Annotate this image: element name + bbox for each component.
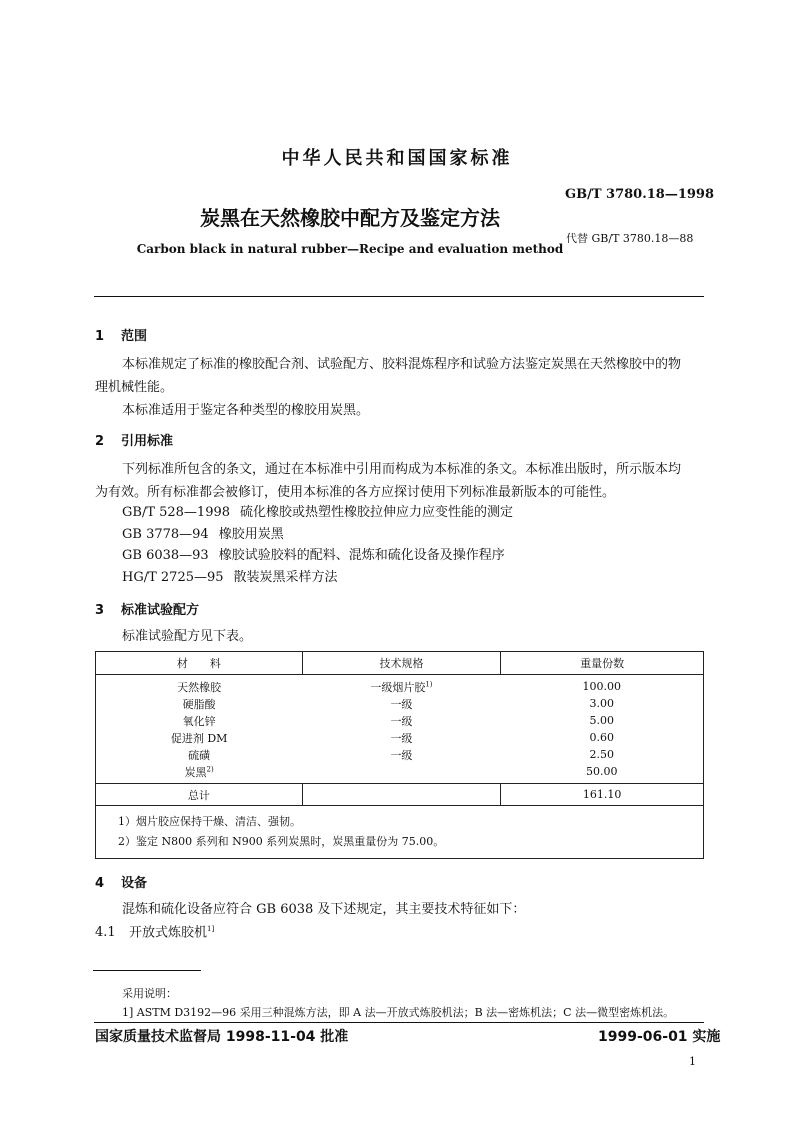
approval-line: 国家质量技术监督局 1998-11-04 批准: [95, 1029, 349, 1045]
page-number: 1: [689, 1055, 696, 1068]
section-title: 标准试验配方: [121, 603, 200, 618]
reference-title: 硫化橡胶或热塑性橡胶拉伸应力应变性能的测定: [240, 505, 514, 520]
section-4-para: 混炼和硫化设备应符合 GB 6038 及下述规定，其主要技术特征如下：: [122, 902, 526, 917]
spec-cell: 一级: [390, 731, 413, 745]
column-header-material: 材 料: [96, 652, 303, 675]
section-title: 设备: [121, 876, 148, 891]
material-cell: 天然橡胶: [177, 680, 222, 694]
reference-item: [122, 525, 284, 545]
spec-cell: [302, 678, 500, 695]
reference-title: 橡胶试验胶料的配料、混炼和硫化设备及操作程序: [218, 548, 505, 563]
total-row: [96, 784, 704, 806]
table-row: [96, 746, 703, 763]
reference-code: GB/T 528—1998: [122, 505, 231, 520]
reference-item: [122, 503, 513, 523]
document-title-english: Carbon black in natural rubber—Recipe and evaluation method: [136, 242, 564, 256]
parts-cell: 50.00: [586, 765, 618, 778]
total-label: 总计: [96, 784, 303, 806]
spec-cell: 一级: [390, 714, 413, 728]
total-value: 161.10: [501, 784, 704, 806]
spec-cell: 一级: [390, 697, 413, 711]
table-row: [96, 695, 703, 712]
reference-code: GB 3778—94: [122, 527, 209, 542]
section-1-heading: [95, 325, 147, 344]
material-cell: 促进剂 DM: [170, 731, 228, 745]
table-row: [96, 729, 703, 746]
reference-item: [122, 546, 505, 566]
standard-category-title: 中华人民共和国国家标准: [281, 148, 513, 169]
implementation-date: 1999-06-01 实施: [598, 1029, 721, 1045]
header-divider: [94, 296, 704, 297]
table-note: 1）烟片胶应保持干燥、清洁、强韧。: [118, 815, 301, 828]
replaces-standard: 代替 GB/T 3780.18—88: [566, 232, 694, 245]
subsection-title: 开放式炼胶机: [129, 925, 208, 941]
parts-cell: 2.50: [589, 748, 615, 761]
section-number: 1: [95, 329, 105, 344]
parts-cell: 3.00: [589, 697, 615, 710]
table-row: [96, 712, 703, 729]
subsection-number: 4.1: [95, 925, 116, 941]
footnote-marker: 1): [425, 679, 433, 688]
section-title: 引用标准: [121, 434, 174, 449]
table-note: 2）鉴定 N800 系列和 N900 系列炭黑时，炭黑重量份为 75.00。: [118, 835, 445, 848]
parts-cell: 100.00: [582, 680, 622, 693]
section-1-para-line-1: 本标准规定了标准的橡胶配合剂、试验配方、胶料混炼程序和试验方法鉴定炭黑在天然橡胶中的物: [122, 357, 682, 372]
table-row: [96, 678, 703, 695]
column-header-spec: 技术规格: [302, 652, 501, 675]
section-title: 范围: [121, 329, 148, 344]
parts-cell: 5.00: [589, 714, 615, 727]
section-4-heading: [95, 872, 147, 891]
material-cell: 氧化锌: [182, 714, 216, 728]
subsection-4-1: [95, 918, 214, 944]
total-spec-cell: [302, 784, 501, 806]
footnote-text: 1] ASTM D3192—96 采用三种混炼方法，即 A 法—开放式炼胶机法；B 法—密炼机法；C 法—微型密炼机法。: [122, 1006, 675, 1019]
recipe-table: [95, 651, 704, 859]
reference-title: 散装炭黑采样方法: [233, 570, 338, 585]
material-cell: 硬脂酸: [182, 697, 216, 711]
section-1-para-line-2: 理机械性能。: [95, 380, 174, 395]
section-1-para-2: 本标准适用于鉴定各种类型的橡胶用炭黑。: [122, 403, 370, 418]
recipe-rows: [96, 678, 703, 780]
spec-text: 一级烟片胶: [370, 680, 426, 694]
section-2-para-line-1: 下列标准所包含的条文，通过在本标准中引用而构成为本标准的条文。本标准出版时，所示版本均: [122, 462, 682, 477]
parts-cell: 0.60: [589, 731, 615, 744]
section-number: 4: [95, 876, 105, 891]
material-cell: 硫磺: [188, 748, 211, 762]
spec-cell: 一级: [390, 748, 413, 762]
reference-title: 橡胶用炭黑: [218, 527, 284, 542]
section-number: 2: [95, 434, 105, 449]
footnote-marker: 2): [206, 764, 214, 773]
table-header-row: [96, 652, 704, 675]
document-title-chinese: 炭黑在天然橡胶中配方及鉴定方法: [200, 206, 500, 230]
section-number: 3: [95, 603, 105, 618]
footnote-label: 采用说明：: [122, 987, 177, 1000]
reference-code: GB 6038—93: [122, 548, 209, 563]
section-2-para-line-2: 为有效。所有标准都会被修订，使用本标准的各方应探讨使用下列标准最新版本的可能性。: [95, 485, 616, 500]
spec-cell: [302, 763, 500, 780]
table-notes: [96, 806, 704, 859]
footnote-divider: [93, 970, 201, 971]
material-cell: [96, 763, 302, 780]
footnote-marker: 1]: [207, 925, 215, 933]
standard-number: GB/T 3780.18—1998: [565, 187, 715, 202]
footer-divider: [94, 1022, 704, 1023]
reference-code: HG/T 2725—95: [122, 570, 224, 585]
column-header-parts: 重量份数: [501, 652, 704, 675]
reference-item: [122, 568, 338, 588]
section-3-heading: [95, 599, 199, 618]
section-3-intro: 标准试验配方见下表。: [122, 629, 253, 644]
material-text: 炭黑: [184, 765, 207, 779]
table-row: [96, 763, 703, 780]
section-2-heading: [95, 430, 173, 449]
